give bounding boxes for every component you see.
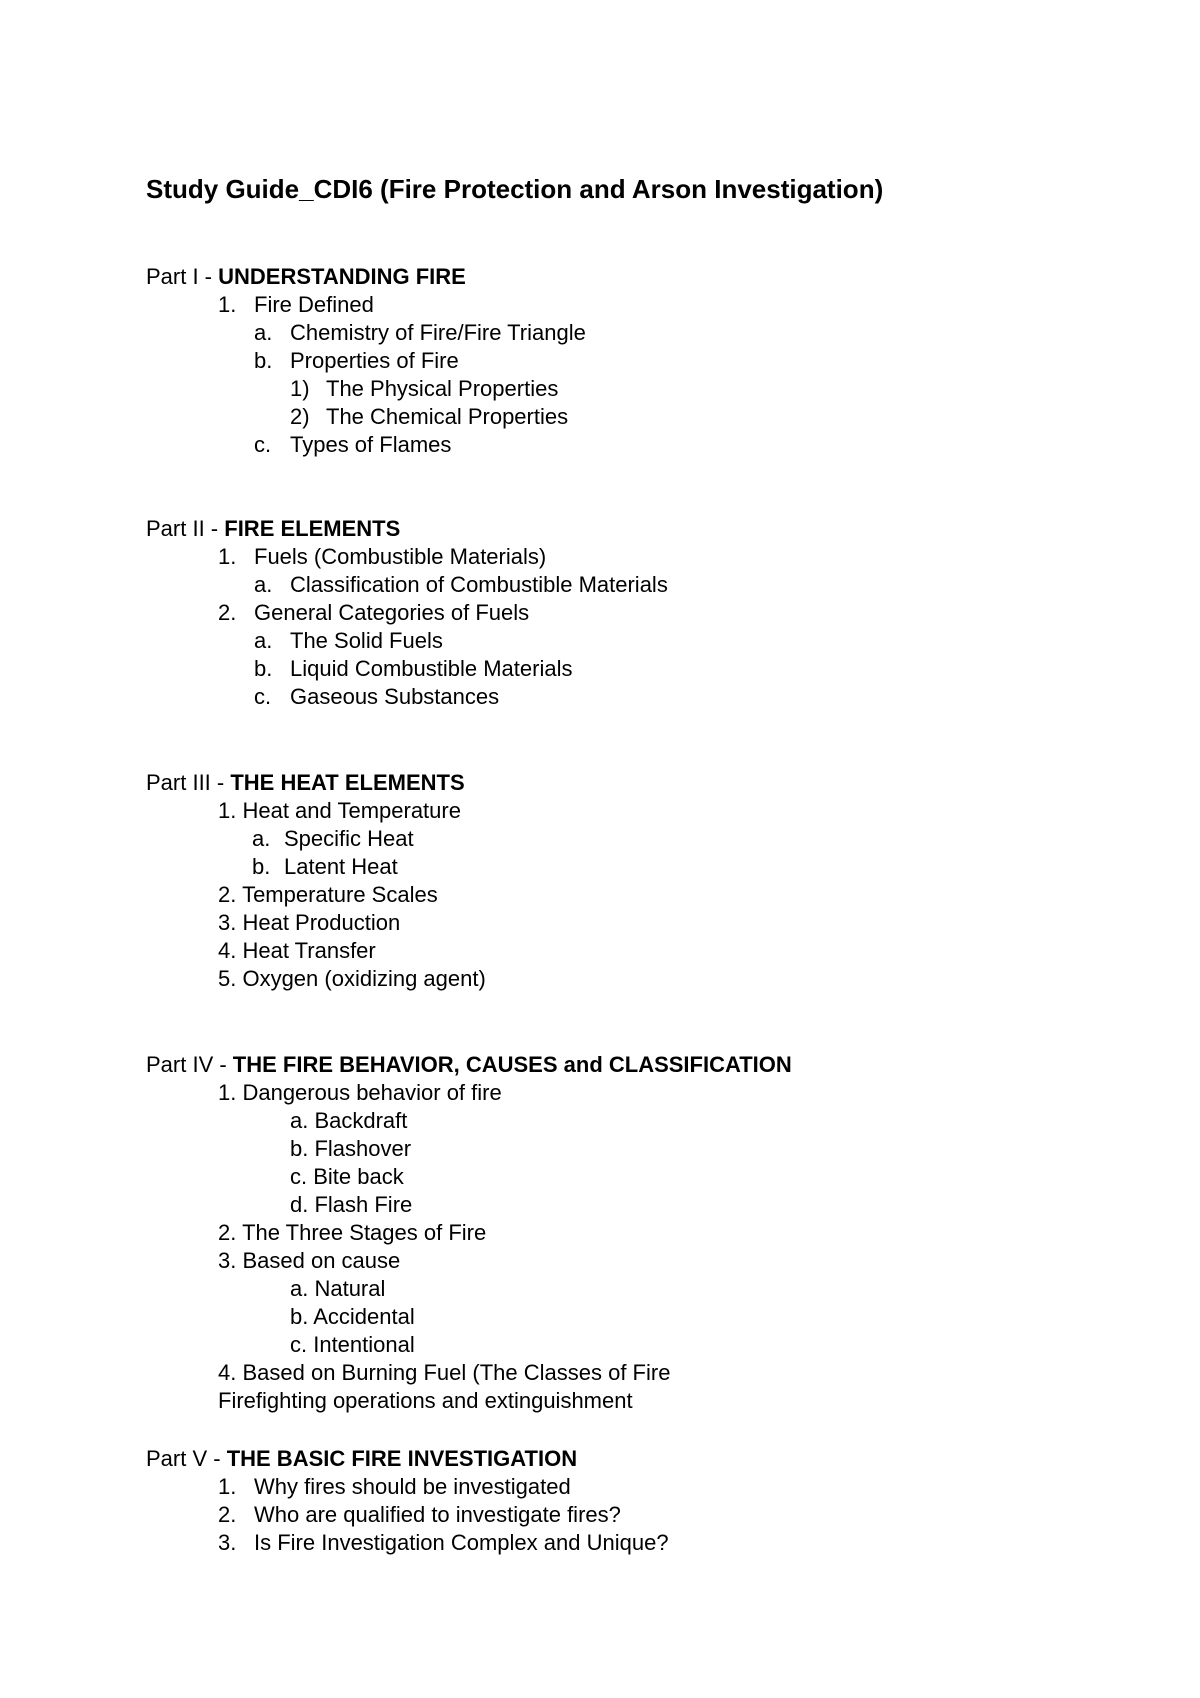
- part-prefix: Part IV -: [146, 1052, 233, 1077]
- list-item: [218, 1474, 571, 1500]
- part-4-heading: [146, 1052, 792, 1078]
- list-marker: c.: [254, 432, 272, 457]
- list-marker: c.: [254, 684, 272, 709]
- list-marker: a.: [254, 572, 273, 597]
- list-item: c. Intentional: [290, 1332, 415, 1357]
- list-item: [218, 600, 529, 626]
- list-marker: 2.: [218, 1502, 237, 1527]
- part-title: FIRE ELEMENTS: [224, 516, 401, 541]
- list-item: [254, 684, 499, 710]
- list-marker: a.: [254, 320, 273, 345]
- list-item-text: Why fires should be investigated: [254, 1474, 571, 1499]
- part-5-heading: [146, 1446, 577, 1472]
- part-title: THE HEAT ELEMENTS: [230, 770, 465, 795]
- list-item: [290, 376, 558, 402]
- list-item-text: Properties of Fire: [290, 348, 459, 373]
- list-item: [252, 854, 398, 880]
- list-item-text: Fuels (Combustible Materials): [254, 544, 547, 569]
- list-marker: b.: [254, 348, 273, 373]
- list-item: a. Natural: [290, 1276, 386, 1301]
- list-item: 1. Heat and Temperature: [218, 798, 461, 823]
- list-marker: b.: [254, 656, 273, 681]
- part-3-heading: [146, 770, 465, 796]
- list-item-text: The Physical Properties: [326, 376, 559, 401]
- document-title: Study Guide_CDI6 (Fire Protection and Arson Investigation): [146, 174, 884, 204]
- part-prefix: Part I -: [146, 264, 219, 289]
- list-item-text: Types of Flames: [290, 432, 452, 457]
- list-marker: 1.: [218, 292, 237, 317]
- part-prefix: Part II -: [146, 516, 225, 541]
- list-item-text: Latent Heat: [284, 854, 398, 879]
- list-item: b. Flashover: [290, 1136, 412, 1161]
- list-marker: b.: [252, 854, 271, 879]
- part-title: THE FIRE BEHAVIOR, CAUSES and CLASSIFICATION: [232, 1052, 792, 1077]
- list-item: [254, 572, 668, 598]
- list-item: b. Accidental: [290, 1304, 415, 1329]
- list-item: 5. Oxygen (oxidizing agent): [218, 966, 486, 991]
- list-item-text: The Solid Fuels: [290, 628, 443, 653]
- list-item: c. Bite back: [290, 1164, 404, 1189]
- list-item: 2. Temperature Scales: [218, 882, 438, 907]
- list-item: 4. Heat Transfer: [218, 938, 376, 963]
- list-marker: 3.: [218, 1530, 237, 1555]
- list-item: 1. Dangerous behavior of fire: [218, 1080, 502, 1105]
- list-marker: 1.: [218, 1474, 237, 1499]
- part-title: UNDERSTANDING FIRE: [218, 264, 466, 289]
- part-prefix: Part V -: [146, 1446, 227, 1471]
- list-item: [218, 1530, 669, 1556]
- list-item: 3. Heat Production: [218, 910, 401, 935]
- list-item: d. Flash Fire: [290, 1192, 413, 1217]
- list-item-text: Who are qualified to investigate fires?: [254, 1502, 621, 1527]
- list-marker: a.: [252, 826, 271, 851]
- list-item-text: The Chemical Properties: [326, 404, 569, 429]
- list-marker: a.: [254, 628, 273, 653]
- list-item: [254, 628, 443, 654]
- list-item-text: Chemistry of Fire/Fire Triangle: [290, 320, 586, 345]
- list-item: [254, 656, 572, 682]
- list-item: [218, 292, 374, 318]
- list-marker: 2): [290, 404, 310, 429]
- list-item-text: Specific Heat: [284, 826, 414, 851]
- list-item-text: Is Fire Investigation Complex and Unique?: [254, 1530, 669, 1555]
- list-item: [218, 1502, 621, 1528]
- list-item: [254, 320, 586, 346]
- part-2-heading: [146, 516, 400, 542]
- list-item: [254, 432, 451, 458]
- list-item: Firefighting operations and extinguishment: [218, 1388, 633, 1413]
- part-title: THE BASIC FIRE INVESTIGATION: [226, 1446, 578, 1471]
- list-item-text: General Categories of Fuels: [254, 600, 530, 625]
- list-item: a. Backdraft: [290, 1108, 408, 1133]
- list-item: 2. The Three Stages of Fire: [218, 1220, 487, 1245]
- list-item-text: Fire Defined: [254, 292, 374, 317]
- list-marker: 1.: [218, 544, 237, 569]
- list-item: 4. Based on Burning Fuel (The Classes of Fire: [218, 1360, 671, 1385]
- list-item: [252, 826, 414, 852]
- list-marker: 2.: [218, 600, 237, 625]
- list-item-text: Liquid Combustible Materials: [290, 656, 573, 681]
- list-item: 3. Based on cause: [218, 1248, 401, 1273]
- list-item-text: Gaseous Substances: [290, 684, 500, 709]
- list-item: [218, 544, 546, 570]
- part-prefix: Part III -: [146, 770, 231, 795]
- list-item: [254, 348, 459, 374]
- list-item-text: Classification of Combustible Materials: [290, 572, 668, 597]
- list-item: [290, 404, 568, 430]
- list-marker: 1): [290, 376, 310, 401]
- part-1-heading: [146, 264, 466, 290]
